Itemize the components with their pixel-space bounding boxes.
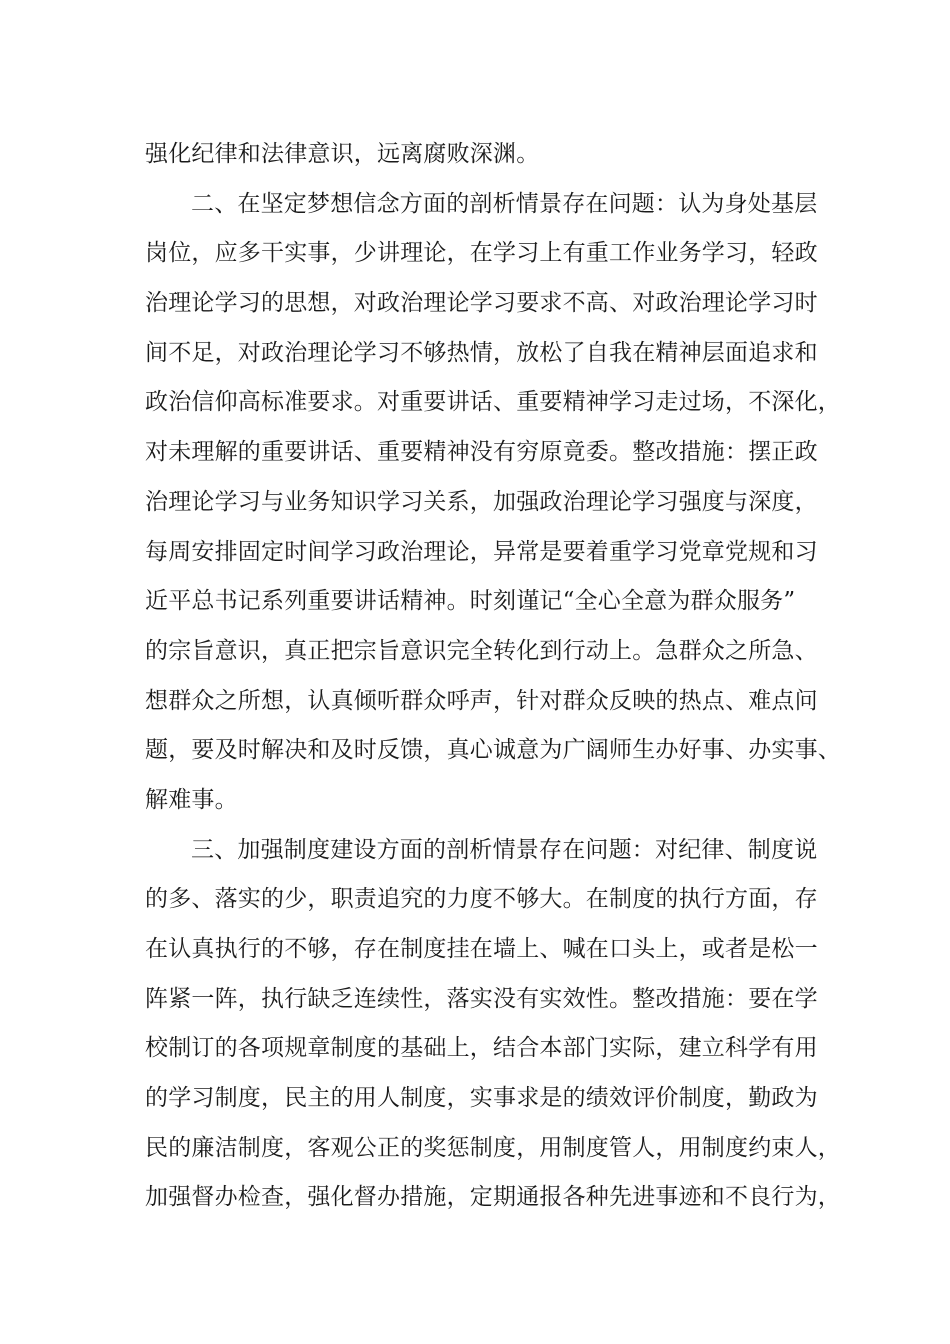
text-line: 的宗旨意识，真正把宗旨意识完全转化到行动上。急群众之所急、 <box>145 637 818 664</box>
text-line: 加强督办检查，强化督办措施，定期通报各种先进事迹和不良行为， <box>145 1184 841 1211</box>
text-line: 的学习制度，民主的用人制度，实事求是的绩效评价制度，勤政为 <box>145 1085 818 1112</box>
text-line: 想群众之所想，认真倾听群众呼声，针对群众反映的热点、难点问 <box>145 687 818 714</box>
text-line: 的多、落实的少，职责追究的力度不够大。在制度的执行方面，存 <box>145 886 818 913</box>
text-line: 解难事。 <box>145 786 238 813</box>
text-line: 题，要及时解决和及时反馈，真心诚意为广阔师生办好事、办实事、 <box>145 737 841 764</box>
paragraph-start-line: 三、加强制度建设方面的剖析情景存在问题：对纪律、制度说 <box>191 836 818 863</box>
text-line: 近平总书记系列重要讲话精神。时刻谨记“全心全意为群众服务” <box>145 588 796 615</box>
paragraph-start-line: 二、在坚定梦想信念方面的剖析情景存在问题：认为身处基层 <box>191 190 818 217</box>
text-line: 每周安排固定时间学习政治理论，异常是要着重学习党章党规和习 <box>145 538 818 565</box>
text-line: 对未理解的重要讲话、重要精神没有穷原竟委。整改措施：摆正政 <box>145 439 818 466</box>
text-line: 间不足，对政治理论学习不够热情，放松了自我在精神层面追求和 <box>145 339 818 366</box>
text-line: 强化纪律和法律意识，远离腐败深渊。 <box>145 141 540 167</box>
text-line: 阵紧一阵，执行缺乏连续性，落实没有实效性。整改措施：要在学 <box>145 985 818 1012</box>
text-line: 岗位，应多干实事，少讲理论，在学习上有重工作业务学习，轻政 <box>145 240 818 267</box>
text-line: 在认真执行的不够，存在制度挂在墙上、喊在口头上，或者是松一 <box>145 936 818 962</box>
text-line: 校制订的各项规章制度的基础上，结合本部门实际，建立科学有用 <box>145 1035 818 1062</box>
document-body <box>145 130 841 1223</box>
text-line: 民的廉洁制度，客观公正的奖惩制度，用制度管人，用制度约束人， <box>145 1134 841 1161</box>
text-line: 政治信仰高标准要求。对重要讲话、重要精神学习走过场，不深化， <box>145 389 841 416</box>
text-line: 治理论学习的思想，对政治理论学习要求不高、对政治理论学习时 <box>145 290 818 317</box>
text-line: 治理论学习与业务知识学习关系，加强政治理论学习强度与深度， <box>145 488 818 515</box>
